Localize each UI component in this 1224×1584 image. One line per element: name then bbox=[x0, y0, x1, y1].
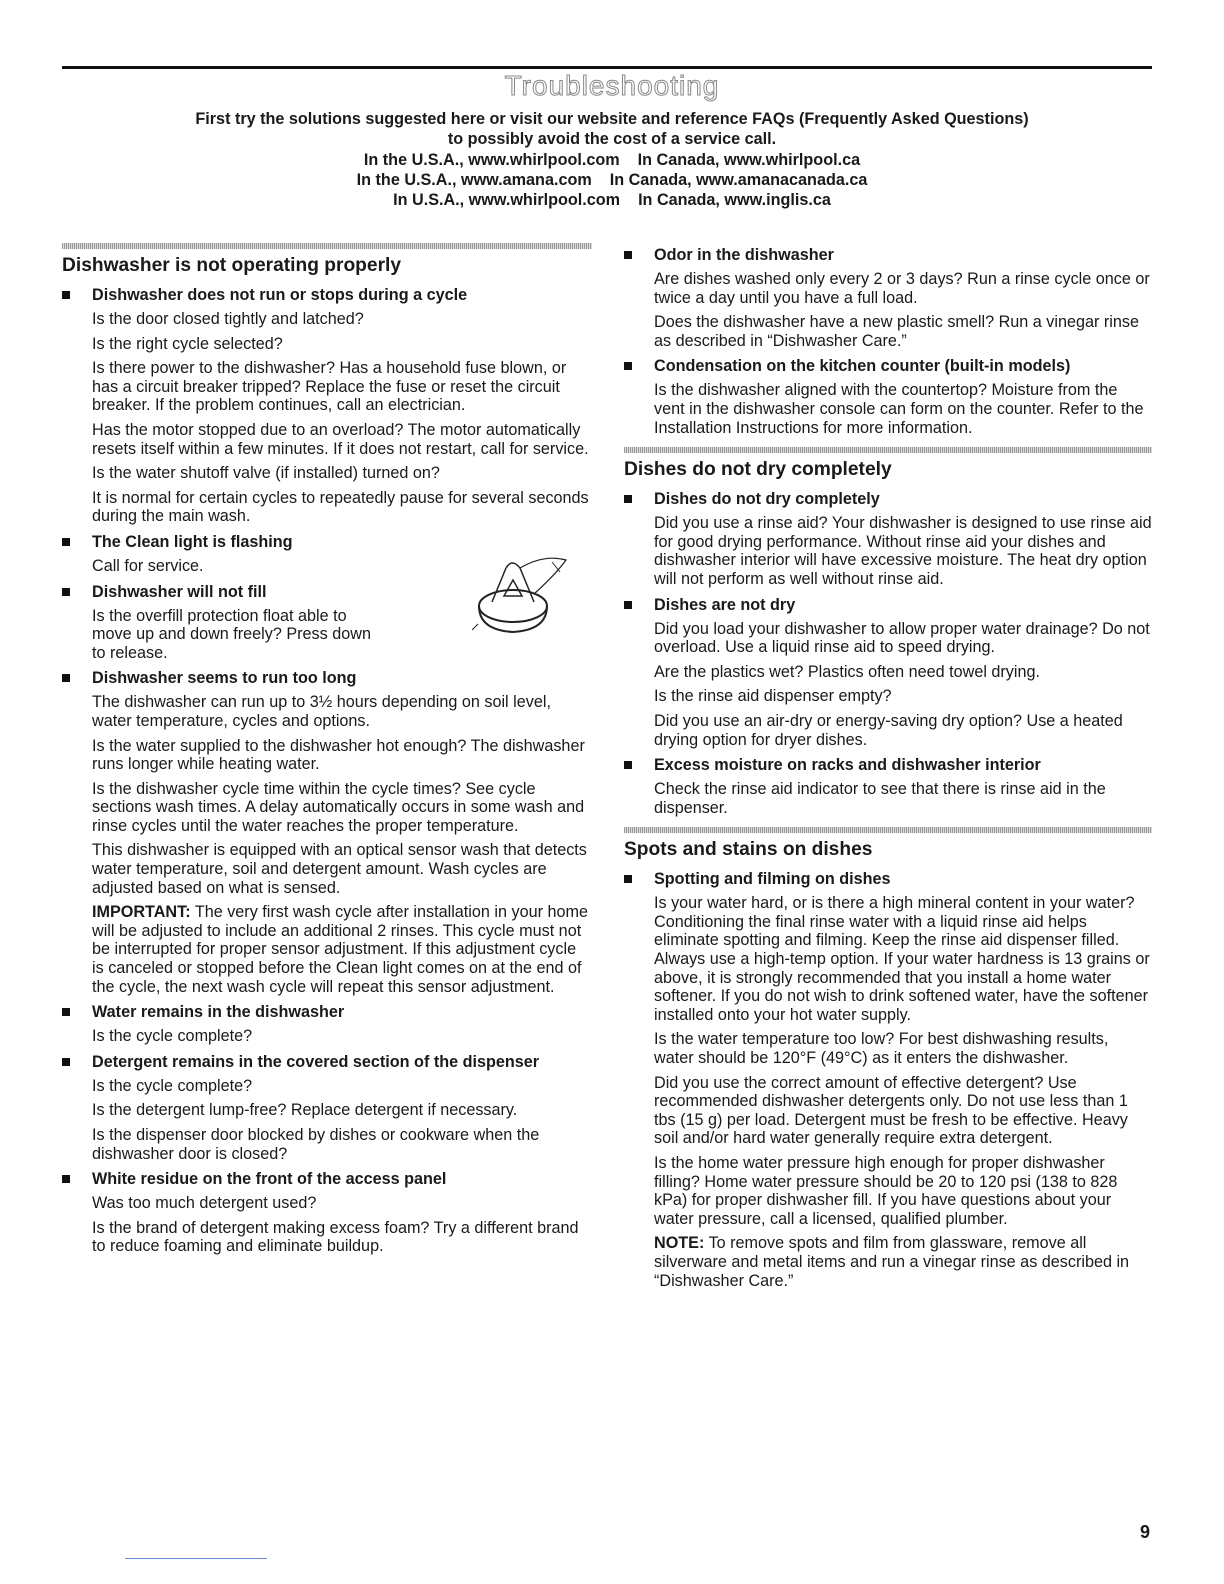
section-title: Dishwasher is not operating properly bbox=[62, 255, 402, 276]
section-divider bbox=[624, 827, 1152, 833]
item-text: Are the plastics wet? Plastics often need towel drying. bbox=[654, 662, 1041, 681]
troubleshoot-item bbox=[62, 668, 592, 996]
item-text: Check the rinse aid indicator to see that there is rinse aid in the dispenser. bbox=[654, 780, 1106, 817]
item-heading: Detergent remains in the covered section of the dispenser bbox=[92, 1052, 540, 1071]
website-row bbox=[0, 170, 1224, 190]
item-text: Is the water supplied to the dishwasher hot enough? The dishwasher runs longer while heating water. bbox=[92, 736, 585, 774]
troubleshoot-item bbox=[624, 755, 1152, 817]
page-title: Troubleshooting bbox=[504, 70, 720, 101]
important-text: The very first wash cycle after installation in your home will be adjusted to include an additional 2 rinses. This cycle must not be interrupted for proper sensor adjustment. If this adjustment cycle is canceled or stopped before the Clean light comes on at the end of the cycle, the next wash cycle will repeat this sensor adjustment. bbox=[92, 903, 588, 996]
intro-line-2: to possibly avoid the cost of a service call. bbox=[447, 130, 777, 149]
intro-line-1: First try the solutions suggested here or visit our website and reference FAQs (Frequently Asked Questions) bbox=[195, 110, 1029, 128]
section-title: Spots and stains on dishes bbox=[624, 839, 873, 861]
page-number: 9 bbox=[1140, 1522, 1151, 1542]
item-heading: Dishwasher does not run or stops during a cycle bbox=[92, 286, 468, 304]
website-canada[interactable]: In Canada, www.whirlpool.ca bbox=[637, 150, 861, 169]
right-column bbox=[624, 243, 1152, 1296]
bullet-icon bbox=[62, 588, 70, 596]
footer-line bbox=[125, 1558, 267, 1559]
item-text: Is the dispenser door blocked by dishes or cookware when the dishwasher door is closed? bbox=[92, 1126, 540, 1163]
item-text: Did you load your dishwasher to allow proper water drainage? Do not overload. Use a liquid rinse aid to speed drying. bbox=[654, 619, 1150, 657]
overfill-float-icon bbox=[448, 554, 578, 640]
website-canada[interactable]: In Canada, www.inglis.ca bbox=[638, 191, 831, 210]
item-text: Is the cycle complete? bbox=[92, 1076, 253, 1095]
bullet-icon bbox=[624, 601, 632, 609]
item-heading: Dishes are not dry bbox=[654, 595, 796, 614]
item-heading: Odor in the dishwasher bbox=[654, 246, 834, 264]
item-text: Is the water temperature too low? For best dishwashing results, water should be 120°F (49°C) as it enters the dishwasher. bbox=[654, 1030, 1109, 1068]
item-text: Did you use a rinse aid? Your dishwasher is designed to use rinse aid for good drying performance. Without rinse aid your dishes and dishwasher interior will have excessive moisture. The heat dry option will not perform as well without rinse aid. bbox=[654, 514, 1152, 588]
item-text: Call for service. bbox=[92, 556, 204, 575]
item-heading: Water remains in the dishwasher bbox=[92, 1003, 345, 1022]
item-heading: White residue on the front of the access panel bbox=[92, 1170, 447, 1189]
bullet-icon bbox=[62, 674, 70, 682]
note bbox=[654, 1234, 1152, 1290]
item-text: Did you use the correct amount of effective detergent? Use recommended dishwasher detergents only. Do not use less than 1 tbs (15 g) per load. Detergent must be fresh to be effective. Heavy soil and/or hard water generally require extra detergent. bbox=[654, 1073, 1128, 1148]
website-usa[interactable]: In U.S.A., www.whirlpool.com bbox=[393, 191, 621, 210]
item-text: Has the motor stopped due to an overload? The motor automatically resets itself within a few minutes. If it does not restart, call for service. bbox=[92, 420, 589, 458]
section-title: Dishes do not dry completely bbox=[624, 459, 892, 481]
item-heading: Spotting and filming on dishes bbox=[654, 870, 891, 889]
item-text: Is the home water pressure high enough for proper dishwasher filling? Home water pressure should be 20 to 120 psi (138 to 828 kPa) for proper dishwasher fill. If you have questions about your water pressure, call a licensed, qualified plumber. bbox=[654, 1154, 1118, 1228]
troubleshoot-item bbox=[62, 1169, 592, 1256]
troubleshoot-item bbox=[62, 582, 592, 663]
item-heading: The Clean light is flashing bbox=[92, 532, 293, 551]
item-text: The dishwasher can run up to 3½ hours depending on soil level, water temperature, cycles and options. bbox=[92, 693, 551, 730]
item-text: Is the brand of detergent making excess foam? Try a different brand to reduce foaming and eliminate buildup. bbox=[92, 1218, 579, 1256]
item-heading: Dishes do not dry completely bbox=[654, 490, 880, 509]
troubleshoot-item bbox=[624, 595, 1152, 750]
section-divider bbox=[62, 243, 592, 249]
bullet-icon bbox=[62, 291, 70, 299]
item-text: Does the dishwasher have a new plastic smell? Run a vinegar rinse as described in “Dishwasher Care.” bbox=[654, 313, 1139, 350]
website-usa[interactable]: In the U.S.A., www.amana.com bbox=[356, 170, 592, 189]
troubleshoot-item bbox=[62, 1002, 592, 1046]
website-row bbox=[0, 150, 1224, 170]
item-text: Is the rinse aid dispenser empty? bbox=[654, 687, 892, 706]
top-rule bbox=[62, 66, 1152, 69]
item-heading: Excess moisture on racks and dishwasher interior bbox=[654, 756, 1041, 775]
bullet-icon bbox=[624, 362, 632, 370]
troubleshoot-item bbox=[624, 869, 1152, 1290]
item-heading: Condensation on the kitchen counter (built-in models) bbox=[654, 357, 1071, 376]
bullet-icon bbox=[62, 1058, 70, 1066]
bullet-icon bbox=[624, 251, 632, 259]
item-text: This dishwasher is equipped with an optical sensor wash that detects water temperature, soil and detergent amount. Wash cycles are adjusted based on what is sensed. bbox=[92, 841, 587, 897]
intro-block bbox=[0, 109, 1224, 210]
important-label: IMPORTANT: bbox=[92, 903, 191, 922]
item-text: Is your water hard, or is there a high mineral content in your water? Conditioning the final rinse water with a liquid rinse aid helps eliminate spotting and filming. Keep the rinse aid dispenser filled. Always use a high-temp option. If your water hardness is 13 grains or above, it is strongly recommended that you install a home water softener. If you do not wish to drink softened water, have the softener installed onto your hot water supply. bbox=[654, 894, 1150, 1024]
website-usa[interactable]: In the U.S.A., www.whirlpool.com bbox=[363, 150, 620, 169]
troubleshoot-item bbox=[624, 356, 1152, 437]
left-column bbox=[62, 243, 592, 1262]
item-text: Is the dishwasher aligned with the countertop? Moisture from the vent in the dishwasher console can form on the counter. Refer to the Installation Instructions for more information. bbox=[654, 381, 1144, 437]
item-text: Is there power to the dishwasher? Has a household fuse blown, or has a circuit breaker tripped? Replace the fuse or reset the circuit breaker. If the problem continues, call an electrician. bbox=[92, 359, 567, 415]
troubleshoot-item bbox=[624, 245, 1152, 350]
website-canada[interactable]: In Canada, www.amanacanada.ca bbox=[609, 170, 868, 189]
bullet-icon bbox=[62, 1175, 70, 1183]
item-text: Is the water shutoff valve (if installed) turned on? bbox=[92, 464, 440, 483]
item-text: It is normal for certain cycles to repeatedly pause for several seconds during the main wash. bbox=[92, 488, 589, 526]
note-label: NOTE: bbox=[654, 1234, 705, 1253]
troubleshoot-item bbox=[62, 285, 592, 526]
item-text: Is the door closed tightly and latched? bbox=[92, 310, 364, 328]
item-text: Is the cycle complete? bbox=[92, 1027, 253, 1046]
item-text: Did you use an air-dry or energy-saving dry option? Use a heated drying option for dryer dishes. bbox=[654, 711, 1123, 749]
item-text: Is the dishwasher cycle time within the cycle times? See cycle sections wash times. A delay automatically occurs in some wash and rinse cycles until the water reaches the proper temperature. bbox=[92, 779, 585, 835]
item-heading: Dishwasher seems to run too long bbox=[92, 669, 357, 688]
item-text: Was too much detergent used? bbox=[92, 1194, 317, 1213]
important-note bbox=[92, 903, 592, 996]
bullet-icon bbox=[624, 875, 632, 883]
bullet-icon bbox=[624, 761, 632, 769]
item-text: Are dishes washed only every 2 or 3 days? Run a rinse cycle once or twice a day until you have a full load. bbox=[654, 270, 1150, 307]
troubleshoot-item bbox=[624, 489, 1152, 588]
bullet-icon bbox=[624, 495, 632, 503]
website-row bbox=[0, 190, 1224, 210]
item-text: Is the overfill protection float able to move up and down freely? Press down to release. bbox=[92, 606, 371, 662]
item-text: Is the detergent lump-free? Replace detergent if necessary. bbox=[92, 1101, 518, 1120]
bullet-icon bbox=[62, 1008, 70, 1016]
section-divider bbox=[624, 447, 1152, 453]
troubleshoot-item bbox=[62, 1052, 592, 1163]
note-text: To remove spots and film from glassware, remove all silverware and metal items and run a vinegar rinse as described in “Dishwasher Care.” bbox=[654, 1234, 1130, 1290]
item-heading: Dishwasher will not fill bbox=[92, 582, 267, 601]
item-text: Is the right cycle selected? bbox=[92, 334, 283, 353]
bullet-icon bbox=[62, 538, 70, 546]
